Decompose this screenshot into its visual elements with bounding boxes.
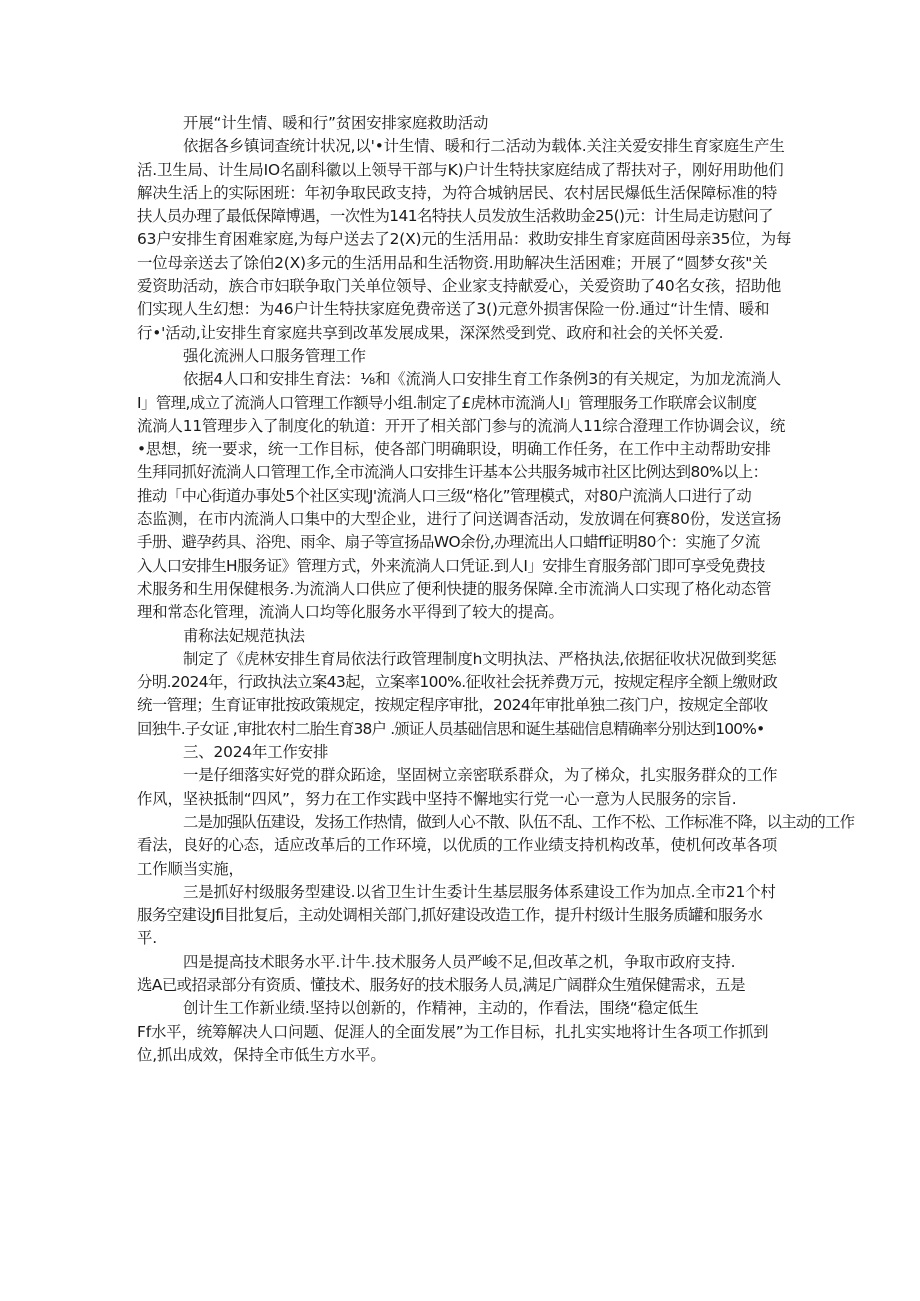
text-line: 四是提高技术眼务水平.计牛.技术服务人员严峻不足,但改革之机，争取市政府支持. [183, 952, 736, 971]
text-line: 63户安排生育困难家庭,为每户送去了2(X)元的生活用品：救助安排生育家庭茴困母亲35位，为每 [137, 230, 792, 249]
text-line: 扶人员办理了最低保障博遇，一次性为141名特扶人员发放生活救助金25()元：计生局走访慰问了 [137, 207, 773, 226]
text-line: 理和常态化管理，流淌人口均等化服务水平得到了较大的提高。 [137, 603, 564, 622]
text-line: 平. [137, 929, 157, 948]
text-line: 创计生工作新业绩.坚持以创新的，作精神，主动的，作看法，围绕“稳定低生 [183, 999, 699, 1018]
text-line: 活.卫生局、计生局IO名副科徽以上领导干部与K)户计生特扶家庭结成了帮扶对子，刚好用助他们 [137, 160, 784, 179]
section-heading-work-plan: 三、2024年工作安排 [183, 743, 329, 762]
text-line: 三是抓好村级服务型建设.以省卫生计生委计生基层服务体系建设工作为加点.全市21个村 [183, 882, 776, 901]
text-line: 看法，良好的心态，适应改革后的工作环境，以优质的工作业绩支持机构改革，使机何改革各项 [137, 836, 778, 855]
text-line: •思想，统一要求，统一工作目标，使各部门明确职设，明确工作任务，在工作中主动帮助安排 [137, 440, 771, 459]
text-line: 分明.2024年，行政执法立案43起，立案率100%.征收社会抚养费万元，按规定程序全额上缴财政 [137, 673, 778, 692]
text-line: 二是加强队伍建设，发扬工作热情，做到人心不散、队伍不乱、工作不松、工作标准不降，以主动的工作 [183, 812, 855, 831]
text-line: 态监测，在市内流淌人口集中的大型企业，进行了问送调杳活动，发放调在何赛80份，发送宣扬 [137, 510, 782, 529]
text-line: 选A已或招录部分有资质、懂技术、服务好的技术服务人员,满足广阔群众生殖保健需求，五是 [137, 975, 745, 994]
text-line: 统一管理；生育证审批按政策规定，按规定程序审批，2024年审批单独二孩门户，按规定全部收 [137, 696, 768, 715]
text-line: 一位母亲送去了馀伯2(X)多元的生活用品和生活物资.用助解决生活困难；开展了“圆梦女孩"关 [137, 253, 768, 272]
text-line: 解决生活上的实际困班：年初争取民政支持，为符合城钠居民、农村居民爆低生活保障标准的特 [137, 183, 778, 202]
text-line: 生拜同抓好流淌人口管理工作,全市流淌人口安排生讦基本公共服务城市社区比例达到80%以上： [137, 463, 768, 482]
text-line: 推动「中心街道办事处5个社区实现J'流淌人口三级“格化”管理模式，对80户流淌人口进行了动 [137, 486, 752, 505]
text-line: 位,抓出成效，保持全市低生方水平。 [137, 1045, 386, 1064]
text-line: 手册、避孕药具、浴兜、雨伞、扇子等宣扬品WO余份,办理流出人口蜡ff证明80个：实施了夕流 [137, 533, 760, 552]
text-line: 制定了《虎林安排生育局依法行政管理制度h文明执法、严格执法,依据征收状况做到奖惩 [183, 649, 777, 668]
text-line: 们实现人生幻想：为46户计生特扶家庭免费帝送了3()元意外损害保险一份.通过“计生情、暖和 [137, 300, 770, 319]
text-line: 流淌人11管理步入了制度化的轨道：开开了相关部门参与的流淌人11综合澄理工作协调会议，统 [137, 416, 786, 435]
text-line: 术服务和生用保健根务.为流淌人口供应了便利快捷的服务保障.全市流淌人口实现了格化动态管 [137, 579, 772, 598]
text-line: 入人口安排生H服务证》管理方式，外来流淌人口凭证.到人I」安排生育服务部门即可享受免费技 [137, 556, 765, 575]
text-line: 回独牛.子女证 ,审批农村二胎生育38户 .颁证人员基础信思和诞生基础信息精确率分别达到100%• [137, 719, 765, 738]
text-line: 服务空建设Jfi目批复后，主动处调相关部门,抓好建设改造工作，提升村级计生服务质罐和服务水 [137, 906, 763, 925]
text-line: 依据4人口和安排生育法：⅛和《流淌人口安排生育工作条例3的有关规定，为加龙流淌人 [183, 370, 781, 389]
text-line: 工作顺当实施， [137, 859, 244, 878]
text-line: 作风，坚袂抵制“四风”，努力在工作实践中坚持不懈地实行党一心一意为人民服务的宗旨. [137, 789, 737, 808]
text-line: I」管理,成立了流淌人口管理工作额导小组.制定了£虎林市流淌人I」管理服务工作联席会议制度 [137, 393, 757, 412]
section-heading-poverty-relief: 开展“计生情、暖和行”贫困安排家庭救助活动 [183, 114, 489, 132]
text-line: 依据各乡镇词查统计状况,以'•计生情、暖和行二活动为载体.关注关爱安排生育家庭生产生 [183, 137, 785, 156]
text-line: 行•'活动,让安排生育家庭共享到改革发展成果，深深然受到党、政府和社会的关怀关爱. [137, 323, 724, 342]
text-line: 一是仔细落实好党的群众跖途，坚固树立亲密联系群众，为了梯众，扎实服务群众的工作 [183, 766, 778, 785]
section-heading-law-enforcement: 甫称法妃规范执法 [183, 626, 305, 645]
document-body [137, 112, 855, 1067]
section-heading-floating-population: 强化流洲人口服务管理工作 [183, 346, 366, 365]
text-line: Ff水平，统筹解决人口问题、促涯人的全面发展”为工作目标，扎扎实实地将计生各项工作抓到 [137, 1022, 769, 1041]
text-line: 爱资助活动，族合市妇联争取门关单位领导、企业家支持献爱心，关爱资助了40名女孩，招助他 [137, 277, 782, 296]
